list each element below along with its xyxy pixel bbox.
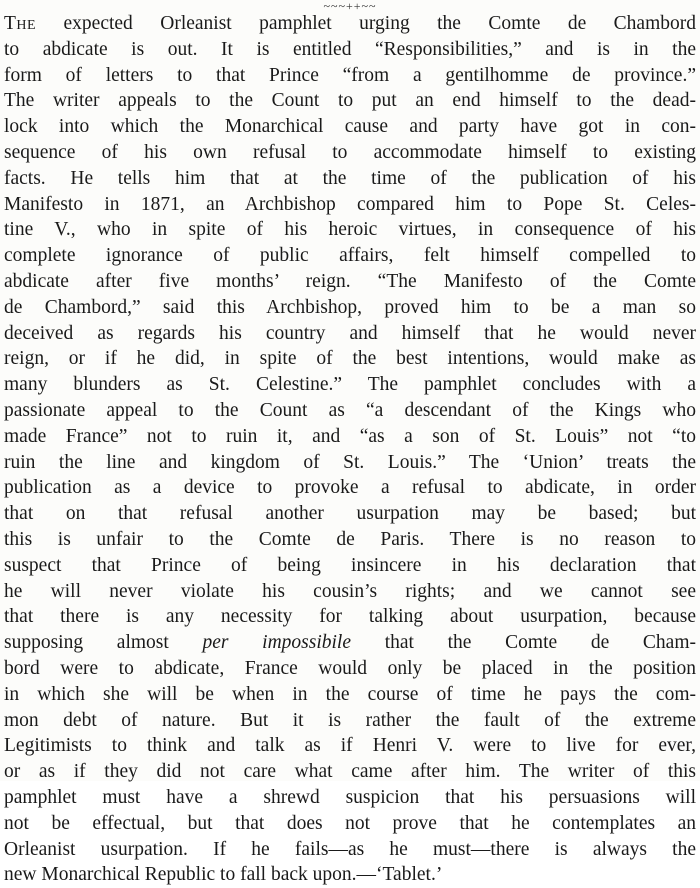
article-line: form of letters to that Prince “from a gentilhomme de province.” bbox=[4, 64, 696, 86]
article-line: deceived as regards his country and himself that he would never bbox=[4, 322, 696, 344]
article-line: bord were to abdicate, France would only be placed in the position bbox=[4, 657, 696, 679]
article-line: complete ignorance of public affairs, felt himself compelled to bbox=[4, 245, 696, 267]
article-line: this is unfair to the Comte de Paris. There is no reason to bbox=[4, 528, 696, 550]
article-line: to abdicate is out. It is entitled “Responsibilities,” and is in the bbox=[4, 38, 696, 60]
article-line: Manifesto in 1871, an Archbishop compared him to Pope St. Celes- bbox=[4, 193, 696, 215]
article-line: The writer appeals to the Count to put an end himself to the dead- bbox=[4, 90, 696, 112]
article-line: new Monarchical Republic to fall back upon.—‘Tablet.’ bbox=[4, 864, 443, 886]
article-line: Orleanist usurpation. If he fails—as he must—there is always the bbox=[4, 838, 696, 860]
article-line: that on that refusal another usurpation may be based; but bbox=[4, 503, 696, 525]
article-line: sequence of his own refusal to accommodate himself to existing bbox=[4, 141, 696, 163]
article-line: he will never violate his cousin’s rights; and we cannot see bbox=[4, 580, 696, 602]
article-line: not be effectual, but that does not prove that he contemplates an bbox=[4, 812, 696, 834]
article-line: facts. He tells him that at the time of the publication of his bbox=[4, 167, 696, 189]
article-line: lock into which the Monarchical cause and party have got in con- bbox=[4, 116, 696, 138]
article-line: in which she will be when in the course of time he pays the com- bbox=[4, 683, 696, 705]
article-line: Legitimists to think and talk as if Henri V. were to live for ever, bbox=[4, 735, 696, 757]
italic-phrase: per impossibile bbox=[202, 632, 352, 654]
article-line: ruin the line and kingdom of St. Louis.” The ‘Union’ treats the bbox=[4, 451, 696, 473]
article-line: de Chambord,” said this Archbishop, proved him to be a man so bbox=[4, 296, 696, 318]
article-line: pamphlet must have a shrewd suspicion that his persuasions will bbox=[4, 786, 696, 808]
article-line: publication as a device to provoke a refusal to abdicate, in order bbox=[4, 477, 696, 499]
article-line: mon debt of nature. But it is rather the fault of the extreme bbox=[4, 709, 696, 731]
article-line: The expected Orleanist pamphlet urging the Comte de Chambord bbox=[4, 13, 696, 34]
article-lead-word: The bbox=[4, 13, 37, 34]
section-divider: ~~~++~~ bbox=[323, 0, 377, 13]
article-line: many blunders as St. Celestine.” The pamphlet concludes with a bbox=[4, 374, 696, 396]
article-line: that there is any necessity for talking about usurpation, because bbox=[4, 606, 696, 628]
article-line: tine V., who in spite of his heroic virtues, in consequence of his bbox=[4, 219, 696, 241]
article-line: supposing almost per impossibile that the Comte de Cham- bbox=[4, 632, 696, 654]
article-line: made France” not to ruin it, and “as a son of St. Louis” not “to bbox=[4, 425, 696, 447]
article-line: reign, or if he did, in spite of the best intentions, would make as bbox=[4, 348, 696, 370]
article-line: abdicate after five months’ reign. “The Manifesto of the Comte bbox=[4, 270, 696, 292]
article-line: suspect that Prince of being insincere in his declaration that bbox=[4, 554, 696, 576]
article-line: passionate appeal to the Count as “a descendant of the Kings who bbox=[4, 399, 696, 421]
article-body bbox=[4, 11, 696, 888]
article-line: or as if they did not care what came after him. The writer of this bbox=[4, 761, 696, 783]
